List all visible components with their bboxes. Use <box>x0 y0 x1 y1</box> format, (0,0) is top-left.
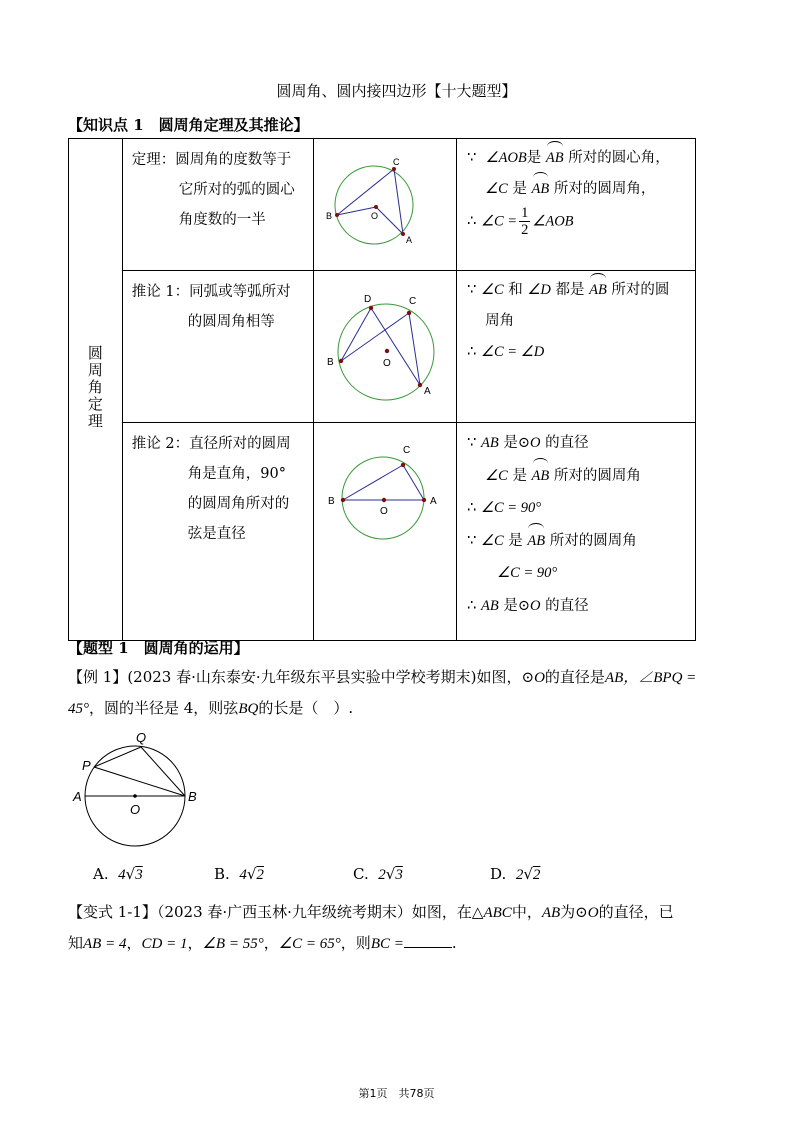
chord-da <box>371 308 420 385</box>
desc-line: 角度数的一半 <box>178 212 266 228</box>
label-a: A <box>430 496 437 507</box>
label-o: O <box>371 211 379 221</box>
desc-line: 角是直角，90° <box>187 466 286 482</box>
proof-line: ∴ ∠C = ∠D <box>467 344 545 360</box>
label-a: A <box>406 235 413 245</box>
desc-line: 的圆周角所对的 <box>187 496 290 512</box>
figure-cell <box>314 139 457 271</box>
knowledge-point-heading: 【知识点 1 圆周角定理及其推论】 <box>68 116 309 134</box>
point-b <box>335 213 339 217</box>
desc-line: 圆周角的度数等于 <box>175 152 292 168</box>
page-footer: 第1页 共78页 <box>358 1087 435 1100</box>
label-a: A <box>424 386 431 397</box>
desc-head: 定理： <box>131 152 176 168</box>
point-c <box>392 167 396 171</box>
proof-line: ∴ ∠C = 90° <box>467 500 542 516</box>
proof-line: ∵ ∠C 和 ∠D 都是 AB 所对的圆 <box>467 275 689 306</box>
label-c: C <box>403 445 411 456</box>
point-o <box>374 205 378 209</box>
choice-b[interactable]: B. 4√2 <box>214 865 264 883</box>
label-o: O <box>383 358 391 369</box>
chord-pq <box>94 747 141 767</box>
chord-bd <box>341 308 371 361</box>
variant-1-1-text: 【变式 1-1】（2023 春·广西玉林·九年级统考期末）如图，在△ABC中，AB为⊙O的直径，已 知AB = 4，CD = 1，∠B = 55°，∠C = 65°，则BC = . <box>68 903 674 952</box>
label-b: B <box>188 789 197 804</box>
proof-line: ∠C 是 AB 所对的圆周角 <box>467 460 689 493</box>
chord-ca <box>394 169 403 234</box>
document-title: 圆周角、圆内接四边形【十大题型】 <box>276 82 517 100</box>
point-o <box>382 498 386 502</box>
point-c <box>407 311 411 315</box>
desc-line: 的圆周角相等 <box>187 314 275 330</box>
point-a <box>401 232 405 236</box>
corollary2-figure <box>314 423 456 636</box>
proof-line: ∵ ∠AOB是 AB 所对的圆心角， <box>467 143 689 174</box>
proof-line: ∠C 是 AB 所对的圆周角， <box>467 174 689 205</box>
side-label-cell <box>69 139 123 641</box>
theorem-row <box>69 423 696 641</box>
point-a <box>418 383 422 387</box>
chord-ca <box>409 313 420 385</box>
desc-line: 它所对的弧的圆心 <box>178 182 295 198</box>
theorem-description <box>122 139 313 271</box>
label-b: B <box>326 211 333 221</box>
label-d: D <box>364 294 372 305</box>
example-tag: 【例 1】 <box>68 668 128 686</box>
choice-c[interactable]: C. 2√3 <box>353 865 403 883</box>
proof-line: 周角 <box>485 313 515 329</box>
point-c <box>401 463 405 467</box>
chord-bc <box>343 465 403 500</box>
desc-line: 弦是直径 <box>187 526 246 542</box>
circle-o <box>342 457 424 539</box>
corollary1-figure <box>314 271 456 418</box>
choice-a[interactable]: A. 4√3 <box>93 865 143 883</box>
proof-line: ∠C = 90° <box>497 565 558 581</box>
fraction: $\frac{1}{2}$ <box>521 205 529 238</box>
point-o <box>133 794 137 798</box>
label-a: A <box>73 789 82 804</box>
question-type-heading: 【题型 1 圆周角的运用】 <box>68 639 249 657</box>
proof-cell <box>457 271 696 423</box>
point-o <box>385 349 389 353</box>
point-b <box>341 498 345 502</box>
desc-head: 推论 1： <box>131 284 190 300</box>
example-1-text: 【例 1】(2023 春·山东泰安·九年级东平县实验中学校考期末)如图，⊙O的直径是AB，∠BPQ = 45°，圆的半径是 4，则弦BQ的长是（ ）. <box>68 668 697 717</box>
label-q: Q <box>136 730 147 745</box>
answer-blank[interactable] <box>404 932 452 948</box>
proof-line: ∴ AB 是⊙O 的直径 <box>467 597 589 614</box>
proof-cell <box>457 139 696 271</box>
corollary1-description <box>122 271 313 423</box>
desc-line: 同弧或等弧所对 <box>189 284 291 300</box>
label-c: C <box>393 157 400 167</box>
figure-cell <box>314 423 457 641</box>
chord-bc <box>341 313 409 361</box>
point-d <box>369 306 373 310</box>
label-b: B <box>327 357 334 368</box>
choice-d[interactable]: D. 2√2 <box>490 865 541 883</box>
point-b <box>339 359 343 363</box>
figure-cell <box>314 271 457 423</box>
label-c: C <box>409 296 417 307</box>
desc-line: 直径所对的圆周 <box>189 436 291 452</box>
theorem-row <box>69 271 696 423</box>
corollary2-description <box>122 423 313 641</box>
proof-line: ∵ AB 是⊙O 的直径 <box>467 435 589 451</box>
theorem-figure <box>314 139 456 266</box>
proof-line: ∵ ∠C 是 AB 所对的圆周角 <box>467 525 689 558</box>
theorem-row <box>69 139 696 271</box>
proof-cell <box>457 423 696 641</box>
variant-source: （2023 春·广西玉林·九年级统考期末） <box>156 903 412 921</box>
example-1-figure <box>68 725 208 855</box>
example-source: (2023 春·山东泰安·九年级东平县实验中学校考期末) <box>127 668 477 686</box>
side-label: 圆周角定理 <box>85 345 104 430</box>
point-a <box>422 498 426 502</box>
label-b: B <box>328 496 335 507</box>
variant-tag: 【变式 1-1】 <box>68 903 157 921</box>
chord-bc <box>337 169 394 215</box>
label-p: P <box>82 758 91 773</box>
label-o: O <box>380 506 388 517</box>
radius-oa <box>376 207 403 234</box>
label-o: O <box>130 802 141 817</box>
desc-head: 推论 2： <box>131 436 190 452</box>
proof-line: ∴ ∠C = $\frac{1}{2}$ ∠AOB <box>467 205 574 238</box>
theorem-table <box>68 138 696 641</box>
